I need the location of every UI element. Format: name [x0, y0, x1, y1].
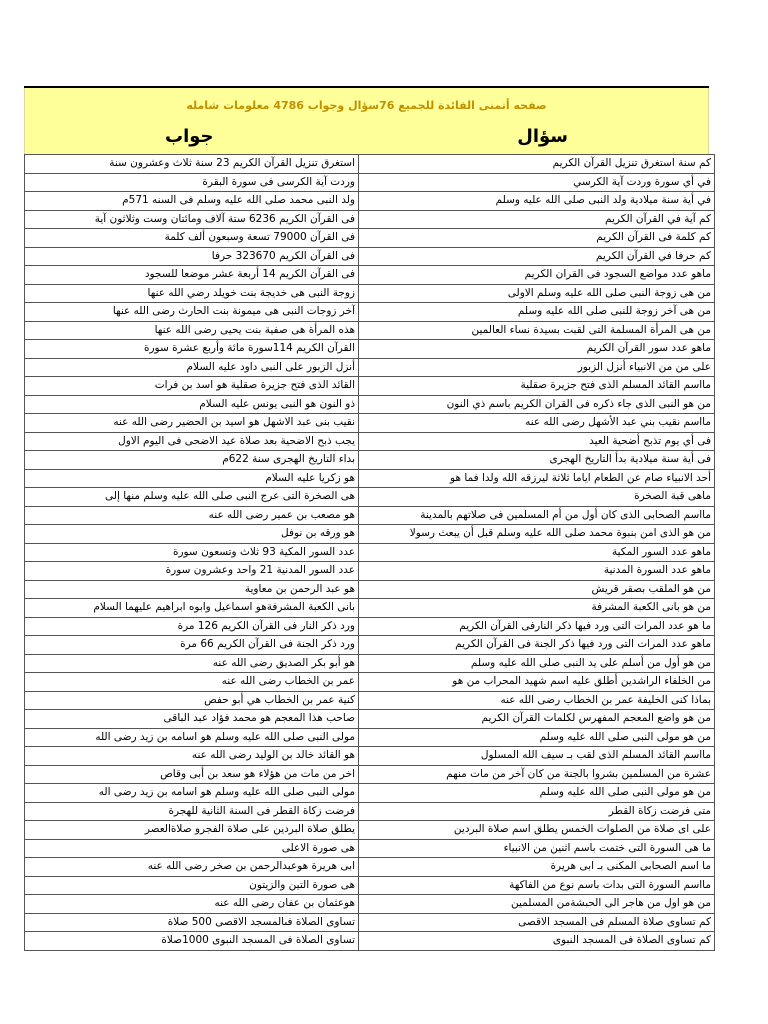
answer-cell: ابى هريرة هوعبدالرحمن بن صخر رضى الله عنه [25, 858, 359, 877]
header-banner [24, 88, 709, 154]
question-cell: ما اسم الصحابى المكنى بـ ابى هريرة [359, 858, 715, 877]
question-cell: ماهو عدد سور القرآن الكريم [359, 340, 715, 359]
answer-cell: فى القرآن 79000 تسعة وسبعون ألف كلمة [25, 229, 359, 248]
question-cell: ماهو عدد السورة المدنية [359, 562, 715, 581]
table-row [25, 432, 715, 451]
answer-cell: عدد السور المدنية 21 واحد وعشرون سورة [25, 562, 359, 581]
table-row [25, 543, 715, 562]
question-cell: كم تساوى الصلاة فى المسجد النبوى [359, 932, 715, 951]
answer-cell: هو مصعب بن عمير رضى الله عنه [25, 506, 359, 525]
table-row [25, 303, 715, 322]
table-row [25, 321, 715, 340]
question-cell: كم سنة استغرق تنزيل القرآن الكريم [359, 155, 715, 174]
answer-cell: فرضت زكاة القطر فى السنة الثانية للهجرة [25, 802, 359, 821]
table-row [25, 691, 715, 710]
question-cell: من هو مولى النبى صلى الله عليه وسلم [359, 728, 715, 747]
table-row [25, 395, 715, 414]
table-row [25, 192, 715, 211]
qa-table [24, 154, 715, 951]
answer-cell: هى صورة الاعلى [25, 839, 359, 858]
question-cell: على من من الانبياء أنزل الزبور [359, 358, 715, 377]
table-row [25, 913, 715, 932]
answer-cell: فى القرآن الكريم 323670 حرفا [25, 247, 359, 266]
answer-cell: أنزل الزبور على النبى داود عليه السلام [25, 358, 359, 377]
table-row [25, 247, 715, 266]
answer-cell: هو عبد الرحمن بن معاوية [25, 580, 359, 599]
question-cell: من هى آخر زوجة للنبى صلى الله عليه وسلم [359, 303, 715, 322]
answer-cell: فى القرآن الكريم 6236 ستة آلاف ومائتان وست وثلاثون آية [25, 210, 359, 229]
question-cell: مااسم الصحابى الذى كان أول من أم المسلمين فى صلاتهم بالمدينة [359, 506, 715, 525]
question-cell: فى أي يوم تذبح أضحية العيد [359, 432, 715, 451]
qa-sheet [24, 86, 709, 951]
question-heading: سؤال [517, 126, 568, 147]
table-row [25, 155, 715, 174]
question-cell: أحد الانبياء صام عن الطعام اياما ثلاثة ليرزقه الله ولدا فما هو [359, 469, 715, 488]
answer-heading: جواب [165, 126, 214, 147]
question-cell: ماهو عدد المرات التى ورد فيها ذكر الجنة فى القرآن الكريم [359, 636, 715, 655]
table-row [25, 414, 715, 433]
table-row [25, 673, 715, 692]
question-cell: مااسم السورة التى بدات باسم نوع من الفاكهة [359, 876, 715, 895]
answer-cell: هو ورقه بن نوفل [25, 525, 359, 544]
question-cell: من هو بانى الكعبة المشرفة [359, 599, 715, 618]
answer-cell: ذو النون هو النبى يونس عليه السلام [25, 395, 359, 414]
table-row [25, 895, 715, 914]
question-cell: كم حرفا في القرآن الكريم [359, 247, 715, 266]
table-row [25, 284, 715, 303]
answer-cell: مولى النبى صلى الله عليه وسلم هو اسامه بن زيد رضى اله [25, 784, 359, 803]
answer-cell: القائد الذى فتح جزيرة صقلية هو اسد بن فرات [25, 377, 359, 396]
table-row [25, 617, 715, 636]
answer-cell: هى صورة التين والزيتون [25, 876, 359, 895]
question-cell: على اى صلاة من الصلوات الخمس يطلق اسم صلاة البردين [359, 821, 715, 840]
table-row [25, 636, 715, 655]
question-cell: في أية سنة ميلادية ولد النبى صلى الله عليه وسلم [359, 192, 715, 211]
table-row [25, 469, 715, 488]
answer-cell: ورد ذكر النار فى القرآن الكريم 126 مرة [25, 617, 359, 636]
table-row [25, 932, 715, 951]
question-cell: مااسم القائد المسلم الذى لقب بـ سيف الله المسلول [359, 747, 715, 766]
answer-cell: هوعثمان بن عفان رضى الله عنه [25, 895, 359, 914]
answer-cell: هى الصخرة التى عرج النبى صلى الله عليه وسلم منها إلى [25, 488, 359, 507]
question-cell: من هو مولى النبى صلى الله عليه وسلم [359, 784, 715, 803]
table-row [25, 747, 715, 766]
answer-cell: استغرق تنزيل القرآن الكريم 23 سنة ثلاث وعشرون سنة [25, 155, 359, 174]
table-row [25, 525, 715, 544]
table-row [25, 377, 715, 396]
question-cell: كم تساوى صلاة المسلم فى المسجد الاقصى [359, 913, 715, 932]
question-cell: ماهو عدد مواضع السجود فى القران الكريم [359, 266, 715, 285]
answer-cell: اخر من مات من هؤلاء هو سعد بن أبى وقاص [25, 765, 359, 784]
answer-cell: آخر زوجات النبى هى ميمونة بنت الحارث رضى الله عنها [25, 303, 359, 322]
table-row [25, 858, 715, 877]
table-row [25, 728, 715, 747]
table-row [25, 210, 715, 229]
answer-cell: القرآن الكريم 114سورة مائة وأربع عشرة سورة [25, 340, 359, 359]
answer-cell: يطلق صلاة البردين على صلاة الفجرو صلاةالعصر [25, 821, 359, 840]
question-cell: ما هى السورة التى ختمت باسم اثنين من الانبياء [359, 839, 715, 858]
question-cell: مااسم القائد المسلم الذى فتح جزيرة صقلية [359, 377, 715, 396]
question-cell: كم كلمة فى القرآن الكريم [359, 229, 715, 248]
answer-cell: هو زكريا عليه السلام [25, 469, 359, 488]
question-cell: ماهو عدد السور المكية [359, 543, 715, 562]
question-cell: بماذا كنى الخليفة عمر بن الخطاب رضى الله عنه [359, 691, 715, 710]
question-cell: فى أية سنة ميلادية بدأ التاريخ الهجرى [359, 451, 715, 470]
answer-cell: هو أبو بكر الصديق رضى الله عنه [25, 654, 359, 673]
question-cell: من هو النبى الذى جاء ذكره فى القران الكريم باسم ذي النون [359, 395, 715, 414]
answer-cell: تساوى الصلاة فىالمسجد الاقصى 500 صلاة [25, 913, 359, 932]
answer-cell: تساوى الصلاة فى المسجد النبوى 1000صلاة [25, 932, 359, 951]
table-row [25, 340, 715, 359]
question-cell: كم آية في القرآن الكريم [359, 210, 715, 229]
question-cell: من هو واضع المعجم المفهرس لكلمات القرآن الكريم [359, 710, 715, 729]
table-row [25, 710, 715, 729]
table-row [25, 173, 715, 192]
question-cell: في أي سورة وردت آية الكرسي [359, 173, 715, 192]
question-cell: من هو الملقب بصقر قريش [359, 580, 715, 599]
answer-cell: عدد السور المكية 93 ثلاث وتسعون سورة [25, 543, 359, 562]
answer-cell: ولد النبى محمد صلى الله عليه وسلم فى السنه 571م [25, 192, 359, 211]
question-cell: من هو الذى امن بنبوة محمد صلى الله عليه وسلم قبل أن يبعث رسولا [359, 525, 715, 544]
answer-cell: نقيب بنى عبد الاشهل هو اسيد بن الحضير رضى الله عنه [25, 414, 359, 433]
table-row [25, 488, 715, 507]
question-cell: مااسم نقيب بني عبد الأشهل رضى الله عنه [359, 414, 715, 433]
answer-cell: فى القرآن الكريم 14 أربعة عشر موضعا للسجود [25, 266, 359, 285]
table-row [25, 839, 715, 858]
answer-cell: مولى النبى صلى الله عليه وسلم هو اسامه بن زيد رضى الله [25, 728, 359, 747]
answer-cell: بداء التاريخ الهجرى سنة 622م [25, 451, 359, 470]
table-row [25, 802, 715, 821]
answer-cell: كنية عمر بن الخطاب هي أبو حفص [25, 691, 359, 710]
answer-cell: هو القائد خالد بن الوليد رضى الله عنه [25, 747, 359, 766]
table-row [25, 821, 715, 840]
table-row [25, 266, 715, 285]
page-subtitle: صفحه أتمنى الفائدة للجميع 76سؤال وجواب 4786 معلومات شامله [186, 99, 547, 112]
question-cell: عشرة من المسلمين بشروا بالجنة من كان آخر من مات منهم [359, 765, 715, 784]
answer-cell: صاحب هذا المعجم هو محمد فؤاد عبد الباقى [25, 710, 359, 729]
table-row [25, 358, 715, 377]
answer-cell: زوجة النبى هى خديجة بنت خويلد رضي الله عنها [25, 284, 359, 303]
table-row [25, 229, 715, 248]
table-row [25, 451, 715, 470]
answer-cell: وردت آية الكرسى فى سورة البقرة [25, 173, 359, 192]
question-cell: من الخلفاء الراشدين أطلق عليه اسم شهيد المحراب من هو [359, 673, 715, 692]
answer-cell: بانى الكعبة المشرفةهو اسماعيل وابوه ابراهيم عليهما السلام [25, 599, 359, 618]
table-row [25, 562, 715, 581]
question-cell: من هى زوجة النبى صلى الله عليه وسلم الاولى [359, 284, 715, 303]
table-row [25, 784, 715, 803]
answer-cell: ورد ذكر الجنة فى القرآن الكريم 66 مرة [25, 636, 359, 655]
table-row [25, 876, 715, 895]
answer-cell: عمر بن الخطاب رضى الله عنه [25, 673, 359, 692]
question-cell: ماهى قبة الصخرة [359, 488, 715, 507]
question-cell: من هو أول من أسلم على يد النبى صلى الله عليه وسلم [359, 654, 715, 673]
table-row [25, 765, 715, 784]
question-cell: ما هو عدد المرات التى ورد فيها ذكر النارفى القرآن الكريم [359, 617, 715, 636]
question-cell: من هو اول من هاجر الى الحبشةمن المسلمين [359, 895, 715, 914]
answer-cell: هذه المرأة هى صفية بنت يحيى رضى الله عنها [25, 321, 359, 340]
question-cell: من هى المرأة المسلمة التى لقبت بسيدة نساء العالمين [359, 321, 715, 340]
table-row [25, 580, 715, 599]
table-row [25, 599, 715, 618]
answer-cell: يجب ذبح الاضحية بعد صلاة عيد الاضحى فى اليوم الاول [25, 432, 359, 451]
table-row [25, 654, 715, 673]
question-cell: متى فرضت زكاة القطر [359, 802, 715, 821]
table-row [25, 506, 715, 525]
